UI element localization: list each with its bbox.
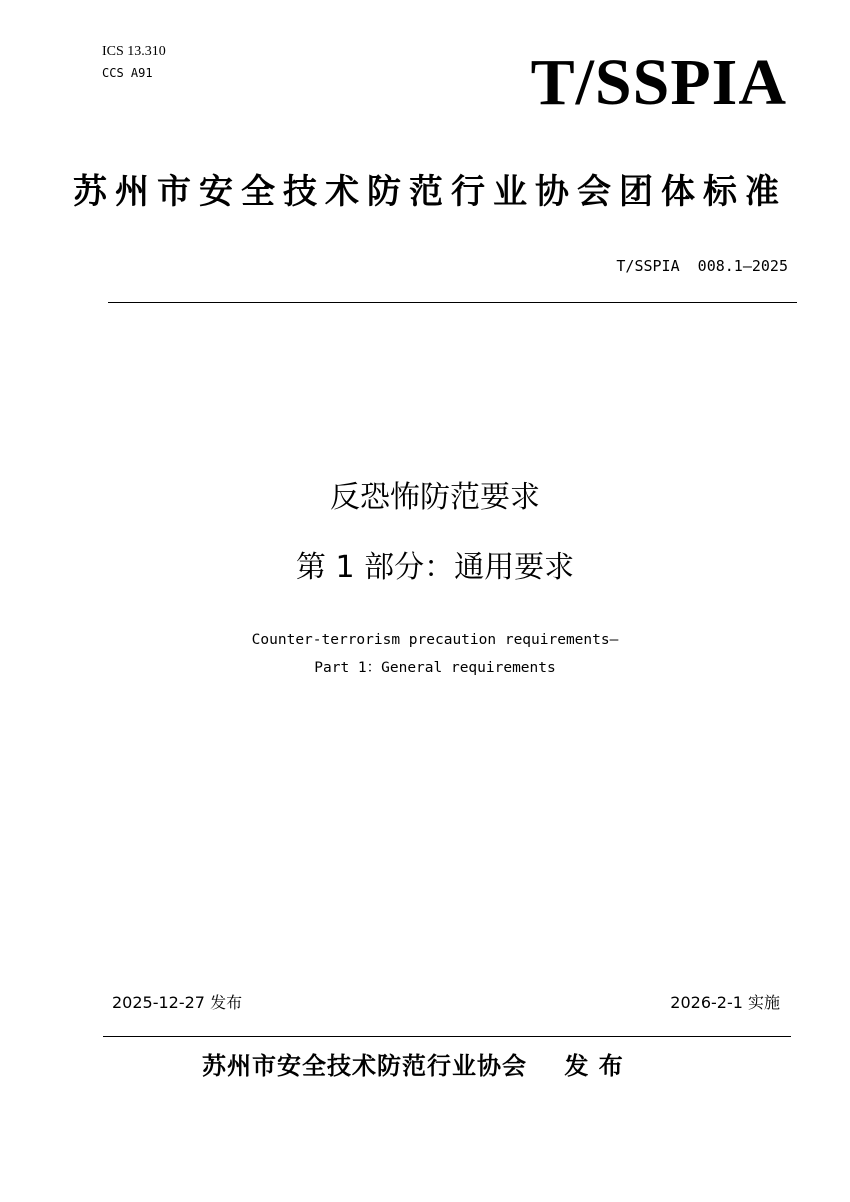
ics-code: ICS 13.310 (102, 44, 166, 59)
organization-title: 苏州市安全技术防范行业协会团体标准 (73, 172, 787, 212)
publisher: 苏州市安全技术防范行业协会 发 布 (202, 1052, 624, 1080)
chinese-title-line-1: 反恐怖防范要求 (330, 480, 540, 515)
publish-date: 2025-12-27 发布 (112, 993, 243, 1012)
bottom-divider (103, 1036, 791, 1037)
top-divider (108, 302, 797, 303)
english-title-line-1: Counter-terrorism precaution requirements— (251, 632, 619, 648)
standard-number: T/SSPIA 008.1—2025 (616, 257, 788, 275)
standard-brand: T/SSPIA (530, 46, 787, 119)
chinese-title-line-2: 第 1 部分：通用要求 (295, 550, 575, 585)
ccs-code: CCS A91 (102, 66, 153, 80)
english-title-line-2: Part 1：General requirements (314, 660, 556, 676)
implementation-date: 2026-2-1 实施 (670, 993, 780, 1012)
